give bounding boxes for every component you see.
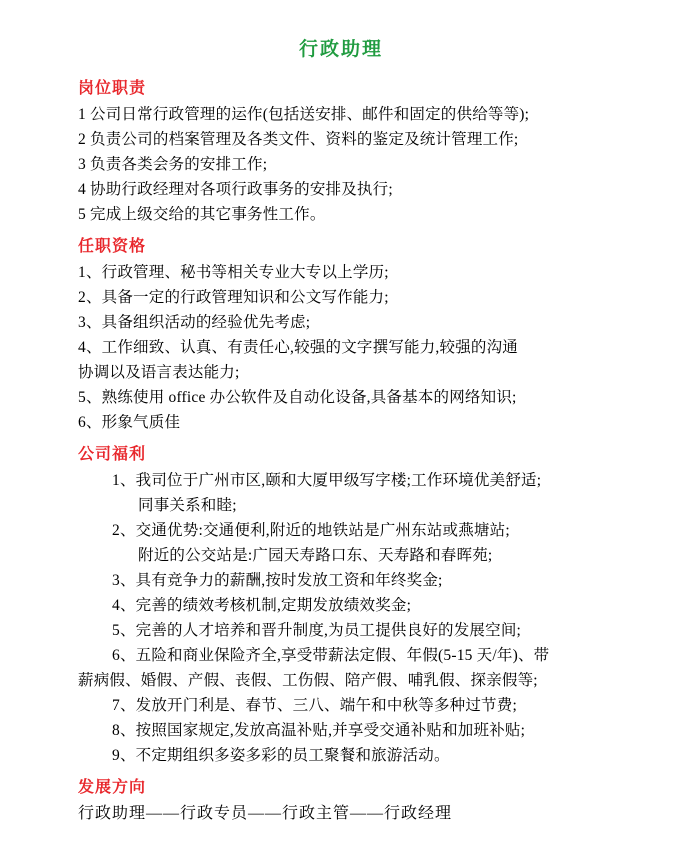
document-line: 6、形象气质佳 <box>78 414 181 431</box>
document-line: 附近的公交站是:广园天寿路口东、天寿路和春晖苑; <box>138 547 493 564</box>
document-line: 2 负责公司的档案管理及各类文件、资料的鉴定及统计管理工作; <box>78 131 519 148</box>
document-line: 5 完成上级交给的其它事务性工作。 <box>78 206 326 223</box>
document-line: 1、我司位于广州市区,颐和大厦甲级写字楼;工作环境优美舒适; <box>112 472 542 489</box>
section-heading: 任职资格 <box>78 238 147 255</box>
section-body <box>40 260 642 435</box>
section-body <box>40 468 642 768</box>
document-line: 3 负责各类会务的安排工作; <box>78 156 268 173</box>
section-body <box>40 801 642 827</box>
document-line: 4、完善的绩效考核机制,定期发放绩效奖金; <box>112 597 412 614</box>
document-line: 7、发放开门利是、春节、三八、端午和中秋等多种过节费; <box>112 697 517 714</box>
document-line: 2、具备一定的行政管理知识和公文写作能力; <box>78 289 389 306</box>
document-line: 8、按照国家规定,发放高温补贴,并享受交通补贴和加班补贴; <box>112 722 526 739</box>
document-line: 1、行政管理、秘书等相关专业大专以上学历; <box>78 264 389 281</box>
document-line: 4 协助行政经理对各项行政事务的安排及执行; <box>78 181 393 198</box>
section-body <box>40 102 642 227</box>
document-line: 1 公司日常行政管理的运作(包括送安排、邮件和固定的供给等等); <box>78 106 530 123</box>
document-line: 9、不定期组织多姿多彩的员工聚餐和旅游活动。 <box>112 747 450 764</box>
section-heading: 岗位职责 <box>78 80 147 97</box>
section-heading: 发展方向 <box>78 779 147 796</box>
document-line: 2、交通优势:交通便利,附近的地铁站是广州东站或燕塘站; <box>112 522 510 539</box>
section-company-benefits <box>40 441 642 768</box>
document-line: 3、具备组织活动的经验优先考虑; <box>78 314 311 331</box>
document-line: 4、工作细致、认真、有责任心,较强的文字撰写能力,较强的沟通 <box>78 339 519 356</box>
section-job-duties <box>40 75 642 227</box>
document-line: 薪病假、婚假、产假、丧假、工伤假、陪产假、哺乳假、探亲假等; <box>78 672 538 689</box>
document-line: 3、具有竞争力的薪酬,按时发放工资和年终奖金; <box>112 572 443 589</box>
document-line: 5、熟练使用 office 办公软件及自动化设备,具备基本的网络知识; <box>78 389 517 406</box>
document-line: 协调以及语言表达能力; <box>78 364 240 381</box>
document-line: 同事关系和睦; <box>138 497 237 514</box>
page-title: 行政助理 <box>298 39 383 60</box>
section-career-path <box>40 774 642 827</box>
section-heading: 公司福利 <box>78 446 147 463</box>
document-line: 5、完善的人才培养和晋升制度,为员工提供良好的发展空间; <box>112 622 522 639</box>
section-qualifications <box>40 233 642 435</box>
document-line: 6、五险和商业保险齐全,享受带薪法定假、年假(5-15 天/年)、带 <box>112 647 550 664</box>
document-line: 行政助理——行政专员——行政主管——行政经理 <box>78 805 453 822</box>
